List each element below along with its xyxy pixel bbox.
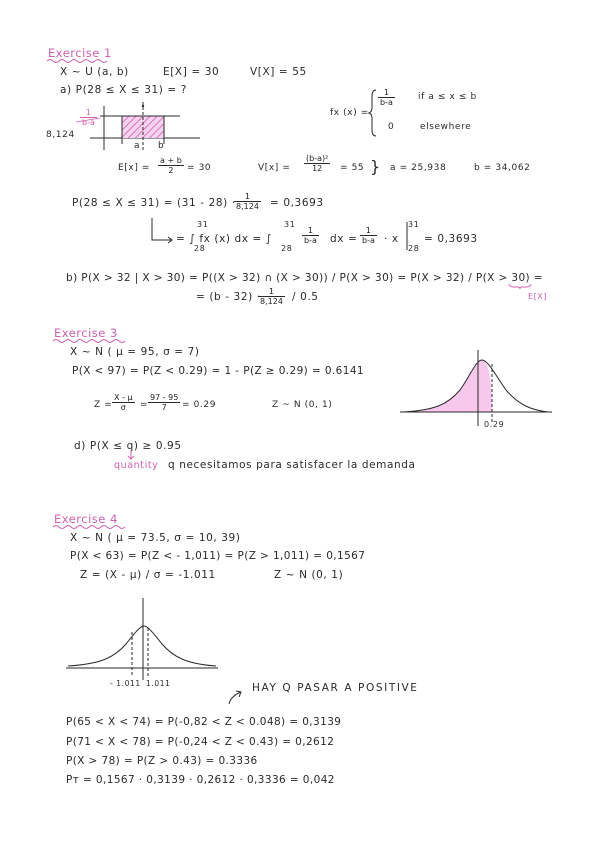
height-label-den: b-a: [82, 118, 95, 127]
quantity-label: quantity: [114, 460, 159, 471]
int-x: · x: [384, 233, 399, 245]
ex1-question-a: a) P(28 ≤ X ≤ 31) = ?: [60, 84, 187, 96]
pdf-num: 1: [378, 88, 395, 98]
int-num-2: 1: [360, 226, 377, 236]
z-rhs: = 0.29: [182, 400, 217, 410]
pdf-fraction: [378, 88, 395, 107]
vx-num: (b-a)²: [306, 154, 329, 163]
qb-num: 1: [258, 287, 285, 297]
qb-den: 8,124: [260, 297, 283, 306]
ex-num: a + b: [160, 156, 182, 165]
qb-line2-pre: = (b - 32) ·: [196, 291, 261, 303]
ex3-curve-tick: 0.29: [484, 420, 505, 429]
pdf-den: b-a: [380, 98, 393, 107]
ex3-probability: P(X < 97) = P(Z < 0.29) = 1 - P(Z ≥ 0.29) = 0.6141: [72, 365, 364, 377]
int-fraction: [302, 226, 319, 245]
pdf-case-range: if a ≤ x ≤ b: [418, 92, 477, 102]
uniform-density-diagram: [0, 96, 220, 156]
height-label-num: 1: [80, 108, 97, 118]
ex4-p1: P(65 < X < 74) = P(-0,82 < Z < 0.048) = 0,3139: [66, 716, 342, 728]
int-num: 1: [302, 226, 319, 236]
qb-line2-post: / 0.5: [292, 291, 319, 303]
axis-label-b: b: [158, 141, 165, 151]
calc1-lhs: P(28 ≤ X ≤ 31) = (31 - 28) ·: [72, 197, 236, 209]
calc1-fraction: [234, 192, 261, 211]
z-lhs: Z =: [94, 400, 113, 410]
integral-expression: = ∫ fx (x) dx = ∫: [176, 233, 272, 245]
z-fraction-2: [148, 393, 180, 412]
ex4-note: HAY Q PASAR A POSITIVE: [252, 682, 419, 694]
int-den: b-a: [304, 236, 317, 245]
vx-fraction: [304, 154, 330, 173]
eval-lower: 28: [408, 244, 420, 253]
tick-negative: - 1.011: [110, 679, 141, 688]
ex3-note: q necesitamos para satisfacer la demanda: [168, 459, 416, 471]
calc1-num: 1: [234, 192, 261, 202]
ex-note: E[X]: [528, 292, 548, 301]
ex-den: 2: [168, 166, 174, 175]
title-underline-squiggle: [52, 524, 128, 530]
z-mid: =: [140, 400, 149, 410]
z-num-2: 97 - 95: [150, 393, 179, 402]
ex4-p3: P(X > 78) = P(Z > 0.43) = 0.3336: [66, 755, 258, 767]
int-lower-2: 28: [281, 244, 293, 253]
eval-upper: 31: [408, 220, 420, 229]
ex1-mean: E[X] = 30: [163, 66, 220, 78]
exercise-3-title: Exercise 3: [54, 326, 118, 340]
ex4-z-dist: Z ~ N (0, 1): [274, 569, 344, 581]
ex3-normal-curve: [396, 350, 556, 432]
calc1-den: 8,124: [236, 202, 259, 211]
b-value: b = 34,062: [474, 163, 531, 173]
ex4-distribution: X ~ N ( μ = 73.5, σ = 10, 39): [70, 532, 241, 544]
ex3-distribution: X ~ N ( μ = 95, σ = 7): [70, 346, 200, 358]
ex-fraction: [158, 156, 184, 175]
ex4-probability: P(X < 63) = P(Z < - 1,011) = P(Z > 1,011) = 0,1567: [70, 550, 366, 562]
vx-lhs: V[x] =: [258, 163, 291, 173]
title-underline-squiggle: [52, 338, 128, 344]
tick-positive: 1.011: [146, 679, 171, 688]
ex3-z-dist: Z ~ N (0, 1): [272, 400, 333, 410]
a-value: a = 25,938: [390, 163, 447, 173]
int-dx: dx =: [330, 233, 358, 245]
ex4-total: Pᴛ = 0,1567 · 0,3139 · 0,2612 · 0,3336 = 0,042: [66, 774, 335, 786]
int-lower-1: 28: [194, 244, 206, 253]
qb-fraction: [258, 287, 285, 306]
int-den-2: b-a: [362, 236, 375, 245]
pdf-brace: [368, 88, 378, 138]
note-arrow: [226, 688, 246, 706]
ex4-p2: P(71 < X < 78) = P(-0,24 < Z < 0.43) = 0,2612: [66, 736, 335, 748]
ex1-distribution: X ~ U (a, b): [60, 66, 129, 78]
int-upper-2: 31: [284, 220, 296, 229]
exercise-4-title: Exercise 4: [54, 512, 118, 526]
ex4-z: Z = (X - μ) / σ = -1.011: [80, 569, 216, 581]
calc1-rhs: = 0,3693: [270, 197, 324, 209]
hook-arrow: [148, 218, 178, 248]
height-value: 8,124: [46, 130, 75, 140]
ex4-normal-curve: [64, 598, 220, 680]
pdf-zero: 0: [388, 122, 395, 132]
ex-lhs: E[x] =: [118, 163, 151, 173]
axis-label-a: a: [134, 141, 141, 151]
z-den-2: 7: [161, 403, 167, 412]
height-label: [80, 108, 97, 127]
ex3-question-d: d) P(X ≤ q) ≥ 0.95: [74, 440, 182, 452]
z-fraction: [112, 393, 135, 412]
z-den: σ: [120, 403, 126, 412]
vx-den: 12: [312, 164, 323, 173]
ex1-variance: V[X] = 55: [250, 66, 307, 78]
integral-result: = 0,3693: [424, 233, 478, 245]
exercise-1-title: Exercise 1: [48, 46, 112, 60]
pdf-elsewhere: elsewhere: [420, 122, 472, 132]
ex1-question-b: b) P(X > 32 | X > 30) = P((X > 32) ∩ (X > 30)) / P(X > 30) = P(X > 32) / P(X > 30) =: [66, 272, 543, 284]
int-upper-1: 31: [197, 220, 209, 229]
ex-rhs: = 30: [187, 163, 212, 173]
pdf-lhs: fx (x) =: [330, 108, 369, 118]
system-brace: }: [370, 157, 381, 176]
vx-rhs: = 55: [340, 163, 365, 173]
int-fraction-2: [360, 226, 377, 245]
title-underline-squiggle: [46, 58, 108, 64]
underbrace-30: [508, 283, 532, 289]
z-num: X - μ: [114, 393, 133, 402]
